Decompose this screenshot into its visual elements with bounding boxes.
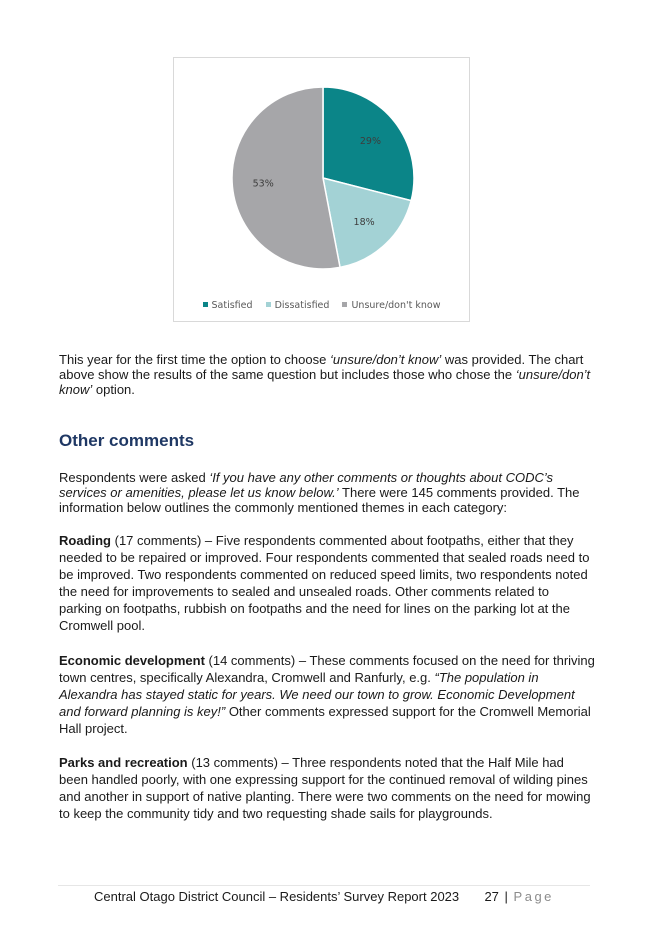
roading-title: Roading <box>59 533 111 548</box>
intro-italic-1: ‘unsure/don’t know’ <box>329 352 442 367</box>
intro-italic-2: ‘unsure/don’t know’ <box>59 367 591 397</box>
pie-label-unsure: 53% <box>252 178 274 190</box>
legend-item-satisfied <box>203 300 253 311</box>
economic-count: (14 comments) <box>204 653 296 668</box>
roading-text: – Five respondents commented about footpaths, either that they needed to be repaired or improved. Four respondents commented that sealed roads need to be improved. Two respondents commented on reduced speed limits, two respondents noted the need for improvements to sealed and unsealed roads. Other comments related to parking on footpaths, rubbish on footpaths and the need for lines on the parking lot at the Cromwell pool. <box>59 533 590 633</box>
intro-paragraph <box>59 352 595 397</box>
legend-swatch-dissatisfied <box>266 302 271 307</box>
parks-title: Parks and recreation <box>59 755 188 770</box>
parks-text: – Three respondents noted that the Half Mile had been handled poorly, with one expressing support for the continued removal of wilding pines and another in support of native planting. There were two comments on the need for mowing to keep the community tidy and two requesting shade sails for playgrounds. <box>59 755 591 821</box>
economic-title: Economic development <box>59 653 205 668</box>
pie-label-satisfied: 29% <box>359 136 382 148</box>
respondents-text-1: Respondents were asked <box>59 470 210 485</box>
legend-label-unsure: Unsure/don't know <box>351 300 441 311</box>
intro-text-1: This year for the first time the option to choose <box>59 352 330 367</box>
respondents-question: ‘If you have any other comments or thoughts about CODC’s services or amenities, please let us know below.’ <box>59 470 554 500</box>
respondents-paragraph <box>59 470 595 515</box>
page-number: 27 <box>484 889 499 904</box>
economic-paragraph <box>59 652 595 737</box>
page-word: Page <box>513 889 554 904</box>
legend-swatch-unsure <box>342 302 347 307</box>
intro-text-2: was provided. The chart above show the results of the same question but includes those who chose the <box>59 352 584 382</box>
legend-item-dissatisfied <box>266 300 330 311</box>
legend-label-dissatisfied: Dissatisfied <box>274 300 330 311</box>
footer-divider <box>58 885 590 886</box>
parks-count: (13 comments) <box>187 755 278 770</box>
economic-quote: “The population in Alexandra has stayed static for years. We need our town to grow. Economic Development and forward planning is key!” <box>59 670 575 719</box>
legend-swatch-satisfied <box>203 302 208 307</box>
section-heading: Other comments <box>59 431 195 450</box>
pie-chart-plot <box>174 58 471 323</box>
respondents-text-2: There were 145 comments provided. The information below outlines the commonly mentioned themes in each category: <box>59 485 580 515</box>
economic-text-2: Other comments expressed support for the Cromwell Memorial Hall project. <box>59 704 591 736</box>
pie-label-dissatisfied: 18% <box>353 216 375 228</box>
intro-text-3: option. <box>92 382 135 397</box>
roading-paragraph <box>59 532 595 634</box>
chart-legend <box>174 300 469 311</box>
roading-count: (17 comments) <box>111 533 202 548</box>
legend-label-satisfied: Satisfied <box>211 300 253 311</box>
economic-text: – These comments focused on the need for thriving town centres, specifically Alexandra, Cromwell and Ranfurly, e.g. <box>59 653 595 685</box>
pie-chart <box>173 57 470 322</box>
footer-title: Central Otago District Council – Residents’ Survey Report 2023 <box>94 889 460 904</box>
parks-paragraph <box>59 754 595 822</box>
footer-separator: | <box>504 889 508 904</box>
legend-item-unsure <box>342 300 440 311</box>
page-footer <box>94 889 554 904</box>
